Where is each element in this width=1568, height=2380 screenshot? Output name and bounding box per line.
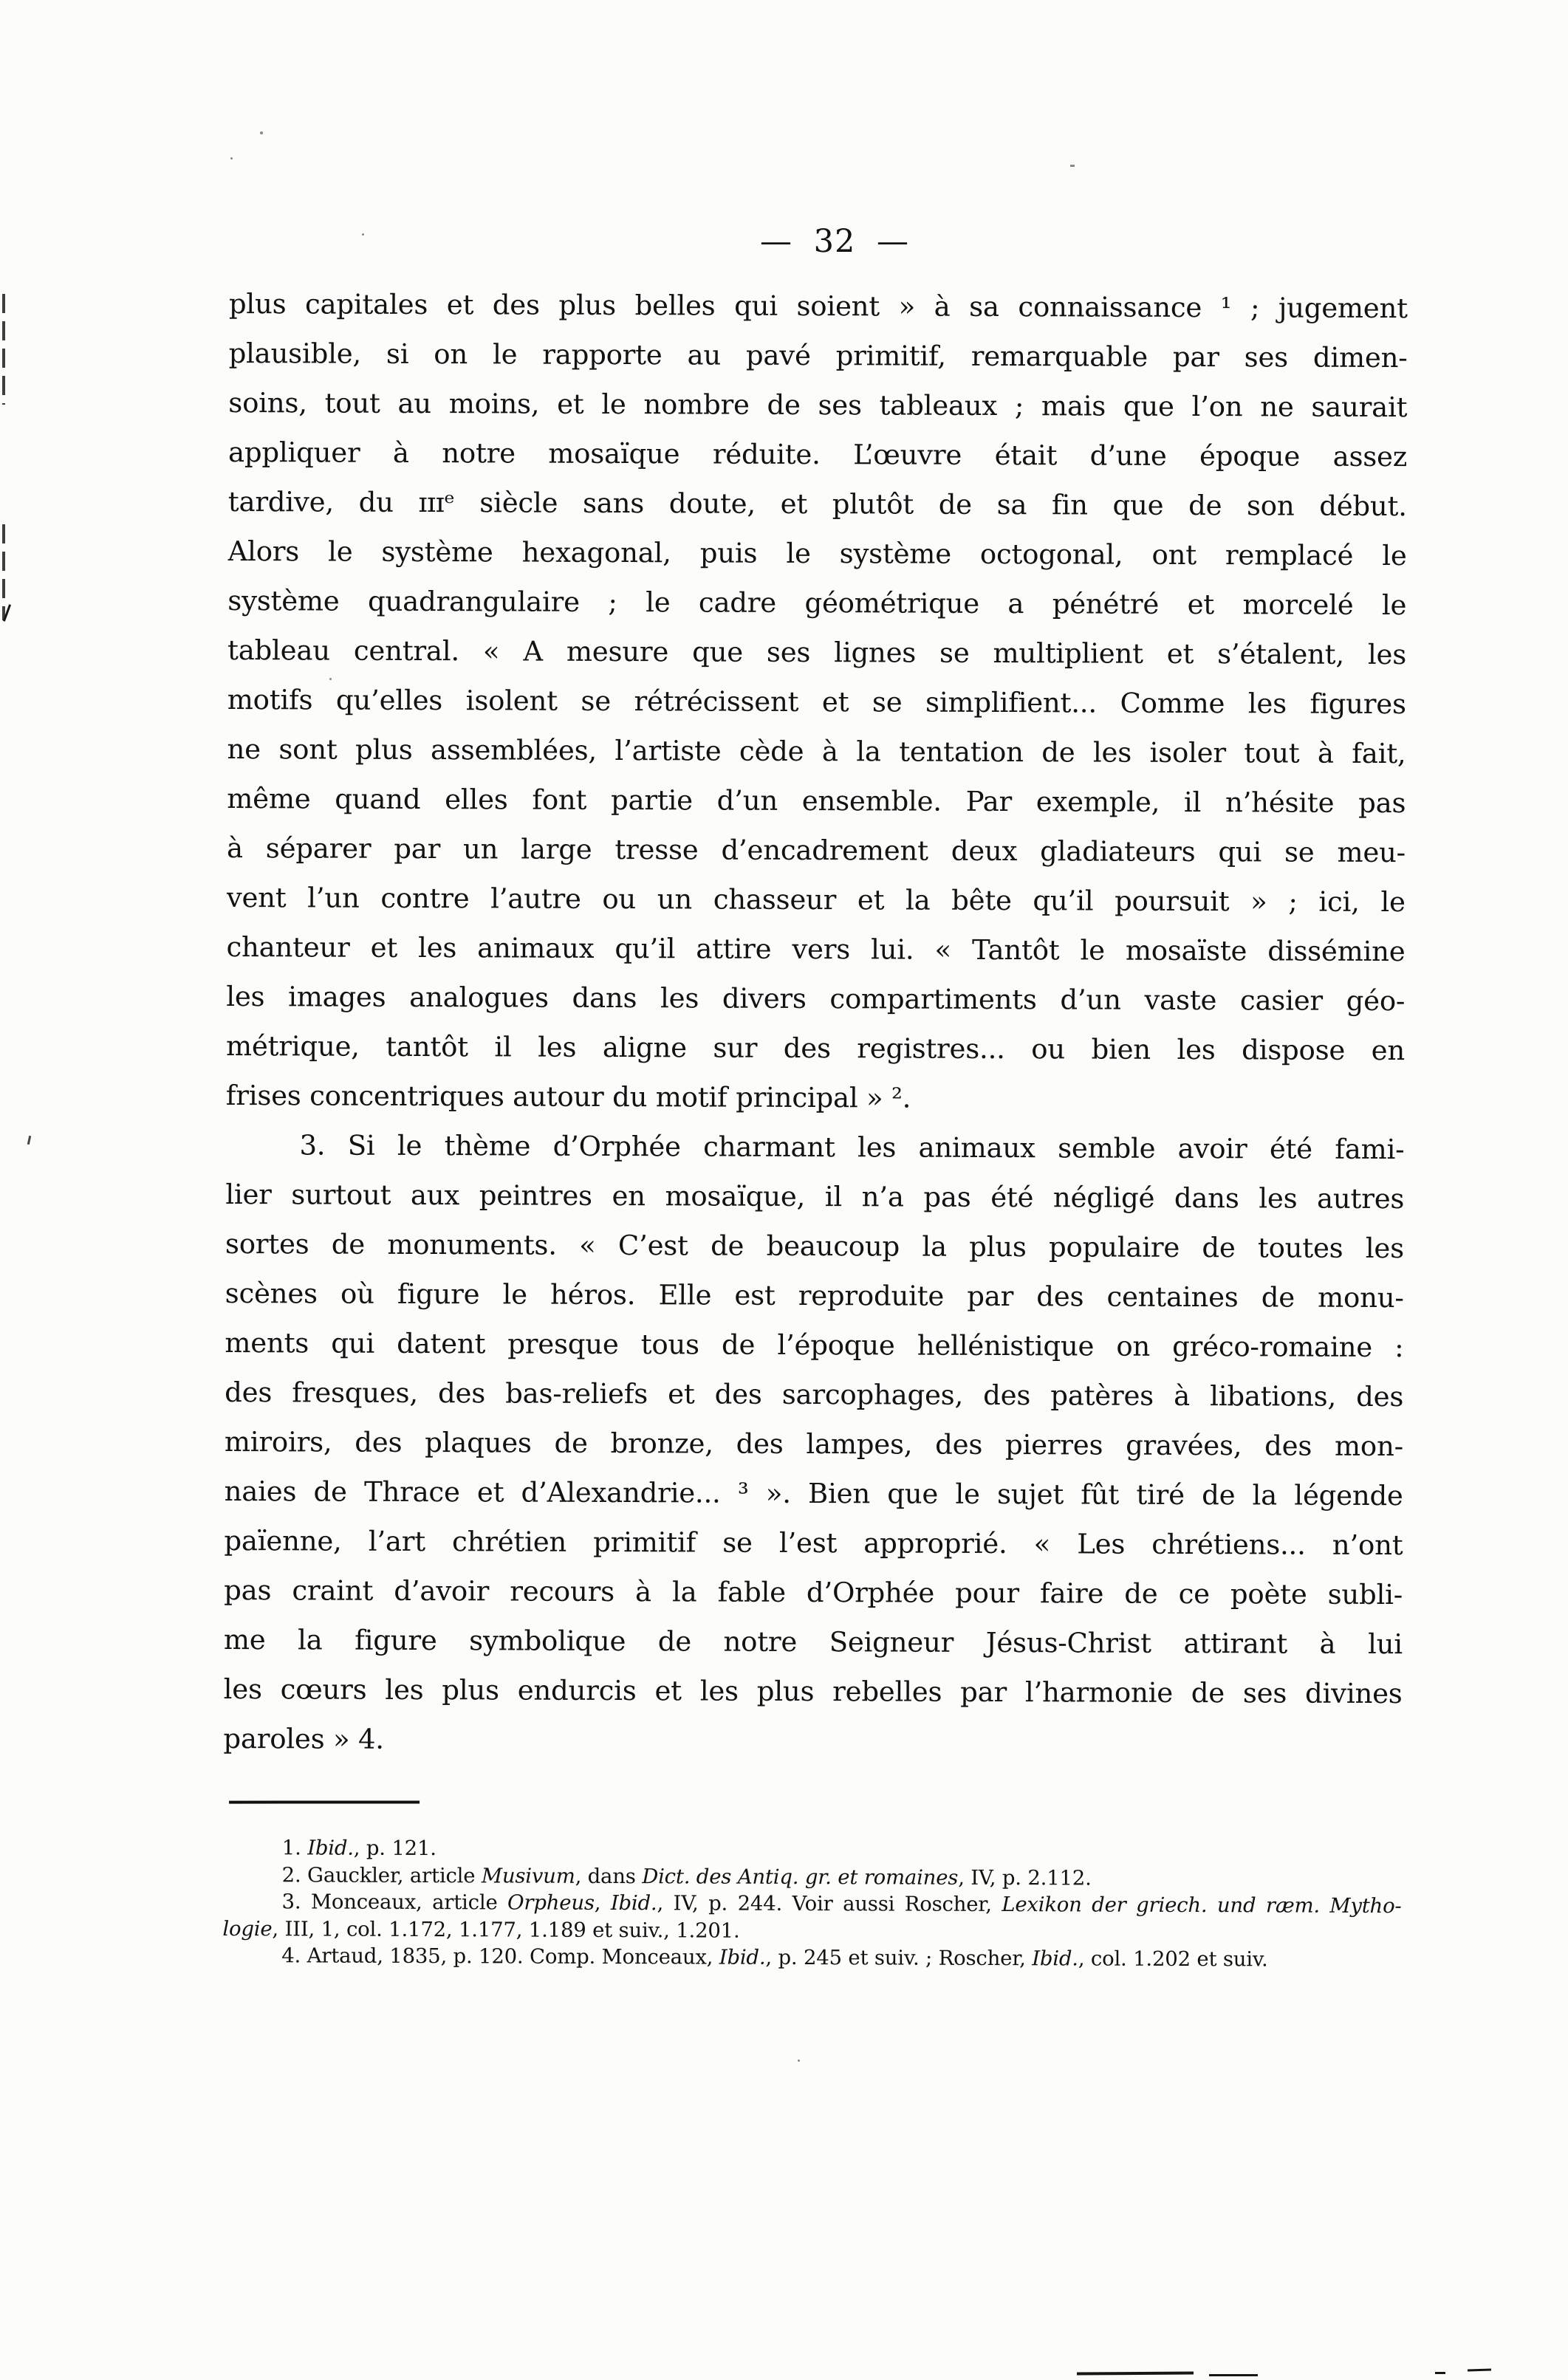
scan-artifact-bottom-line-2: [1209, 2374, 1258, 2376]
scan-artifact-speck: [230, 157, 233, 160]
body-text: [223, 279, 1408, 1768]
footnote-text: , col. 1.202 et suiv.: [1078, 1947, 1268, 1972]
body-text-line: pas craint d’avoir recours à la fable d’Orphée pour faire de ce poète subli-: [224, 1574, 1403, 1611]
footnote-text: 1.: [281, 1836, 308, 1860]
footnotes: [222, 1834, 1402, 1974]
footnote-line: [222, 1916, 1401, 1947]
footnote-citation-italic: Ibid.: [719, 1945, 766, 1970]
body-text-line: vent l’un contre l’autre ou un chasseur et la bête qu’il poursuit » ; ici, le: [226, 881, 1406, 919]
body-text-line: scènes où figure le héros. Elle est reproduite par des centaines de monu-: [225, 1277, 1404, 1314]
scan-artifact-speck: [1070, 165, 1075, 167]
body-text-line: 3. Si le thème d’Orphée charmant les animaux semble avoir été fami-: [299, 1129, 1405, 1166]
footnote-citation-italic: Ibid.: [610, 1891, 657, 1916]
scan-artifact-left-dashes-mid: [2, 524, 5, 620]
body-text-line: paroles » 4.: [223, 1722, 384, 1755]
footnote-citation-italic: Mytho-: [1329, 1893, 1402, 1918]
scan-artifact-speck: [260, 131, 263, 134]
body-text-line: plausible, si on le rapporte au pavé primitif, remarquable par ses dimen-: [228, 337, 1408, 374]
footnote-citation-italic: Orpheus: [507, 1890, 595, 1916]
footnote-citation-italic: Lexikon der griech. und ræm.: [1002, 1893, 1330, 1918]
body-text-line: me la figure symbolique de notre Seigneur Jésus-Christ attirant à lui: [223, 1623, 1403, 1661]
body-text-line: frises concentriques autour du motif principal » ².: [225, 1079, 911, 1114]
body-text-line: sortes de monuments. « C’est de beaucoup la plus populaire de toutes les: [225, 1227, 1405, 1265]
body-text-line: appliquer à notre mosaïque réduite. L’œuvre était d’une époque assez: [228, 436, 1408, 473]
footnote-line: [222, 1888, 1401, 1920]
footnote-citation-italic: logie: [222, 1916, 273, 1941]
page-number: — 32 —: [759, 223, 910, 260]
body-text-line: des fresques, des bas-reliefs et des sarcophages, des patères à libations, des: [225, 1376, 1404, 1413]
scan-artifact-bottom-line-4: [1468, 2368, 1491, 2371]
footnote-text: 4. Artaud, 1835, p. 120. Comp. Monceaux,: [281, 1944, 719, 1969]
text-block: [222, 279, 1408, 1974]
scan-artifact-bottom-line-3: [1435, 2372, 1445, 2374]
footnote-text: , III, 1, col. 1.172, 1.177, 1.189 et suiv., 1.201.: [272, 1917, 740, 1943]
scan-artifact-left-dashes-top: [2, 294, 5, 405]
body-text-line: Alors le système hexagonal, puis le système octogonal, ont remplacé le: [227, 535, 1407, 572]
body-text-line: même quand elles font partie d’un ensemble. Par exemple, il n’hésite pas: [227, 782, 1406, 820]
footnote-text: ,: [594, 1891, 611, 1916]
footnote-text: , p. 245 et suiv. ; Roscher,: [765, 1946, 1033, 1971]
footnote-citation-italic: Musivum: [481, 1863, 575, 1888]
footnote-text: 3. Monceaux, article: [281, 1890, 508, 1915]
body-text-line: tardive, du ɪɪɪᵉ siècle sans doute, et plutôt de sa fin que de son début.: [227, 485, 1407, 523]
footnote-citation-italic: Ibid.: [307, 1836, 354, 1860]
body-text-line: naies de Thrace et d’Alexandrie... ³ ». Bien que le sujet fût tiré de la légende: [224, 1475, 1403, 1512]
body-text-line: plus capitales et des plus belles qui soient » à sa connaissance ¹ ; jugement: [228, 287, 1408, 325]
body-text-line: païenne, l’art chrétien primitif se l’est approprié. « Les chrétiens... n’ont: [224, 1524, 1403, 1562]
body-text-line: soins, tout au moins, et le nombre de ses tableaux ; mais que l’on ne saurait: [228, 386, 1408, 424]
footnote-text: , IV, p. 2.112.: [958, 1865, 1092, 1890]
footnote-line: [222, 1942, 1401, 1974]
body-text-line: métrique, tantôt il les aligne sur des registres... ou bien les dispose en: [225, 1029, 1406, 1067]
footnote-separator: [229, 1800, 420, 1803]
body-text-line: ments qui datent presque tous de l’époque hellénistique on gréco-romaine :: [225, 1326, 1404, 1364]
scan-artifact-speck: [329, 678, 332, 680]
body-text-line: lier surtout aux peintres en mosaïque, il n’a pas été négligé dans les autres: [225, 1178, 1405, 1215]
footnote-citation-italic: Ibid.: [1032, 1947, 1078, 1971]
footnote-text: , IV, p. 244. Voir aussi Roscher,: [657, 1891, 1002, 1917]
footnote-citation-italic: Dict. des Antiq. gr. et romaines: [642, 1864, 959, 1890]
footnote-text: 2. Gauckler, article: [281, 1862, 482, 1887]
scan-artifact-tick: [27, 1136, 31, 1145]
body-text-line: motifs qu’elles isolent se rétrécissent et se simplifient... Comme les figures: [227, 683, 1406, 721]
body-text-line: chanteur et les animaux qu’il attire vers lui. « Tantôt le mosaïste dissémine: [226, 930, 1406, 968]
footnote-text: , p. 121.: [353, 1836, 436, 1861]
body-text-line: tableau central. « A mesure que ses lignes se multiplient et s’étalent, les: [227, 634, 1407, 671]
body-text-line: miroirs, des plaques de bronze, des lampes, des pierres gravées, des mon-: [224, 1425, 1404, 1463]
footnote-line: [223, 1862, 1402, 1893]
body-text-line: ne sont plus assemblées, l’artiste cède à la tentation de les isoler tout à fait,: [227, 733, 1406, 770]
footnote-text: , dans: [575, 1864, 643, 1888]
scan-artifact-speck: [362, 233, 364, 236]
scan-artifact-bottom-line-1: [1077, 2371, 1194, 2375]
body-text-line: système quadrangulaire ; le cadre géométrique a pénétré et morcelé le: [227, 584, 1407, 622]
body-text-line: les cœurs les plus endurcis et les plus rebelles par l’harmonie de ses divines: [223, 1673, 1403, 1710]
body-text-line: les images analogues dans les divers compartiments d’un vaste casier géo-: [226, 980, 1406, 1018]
footnote-line: [223, 1834, 1402, 1866]
scan-artifact-speck: [798, 2060, 800, 2062]
body-text-line: à séparer par un large tresse d’encadrement deux gladiateurs qui se meu-: [226, 831, 1406, 869]
